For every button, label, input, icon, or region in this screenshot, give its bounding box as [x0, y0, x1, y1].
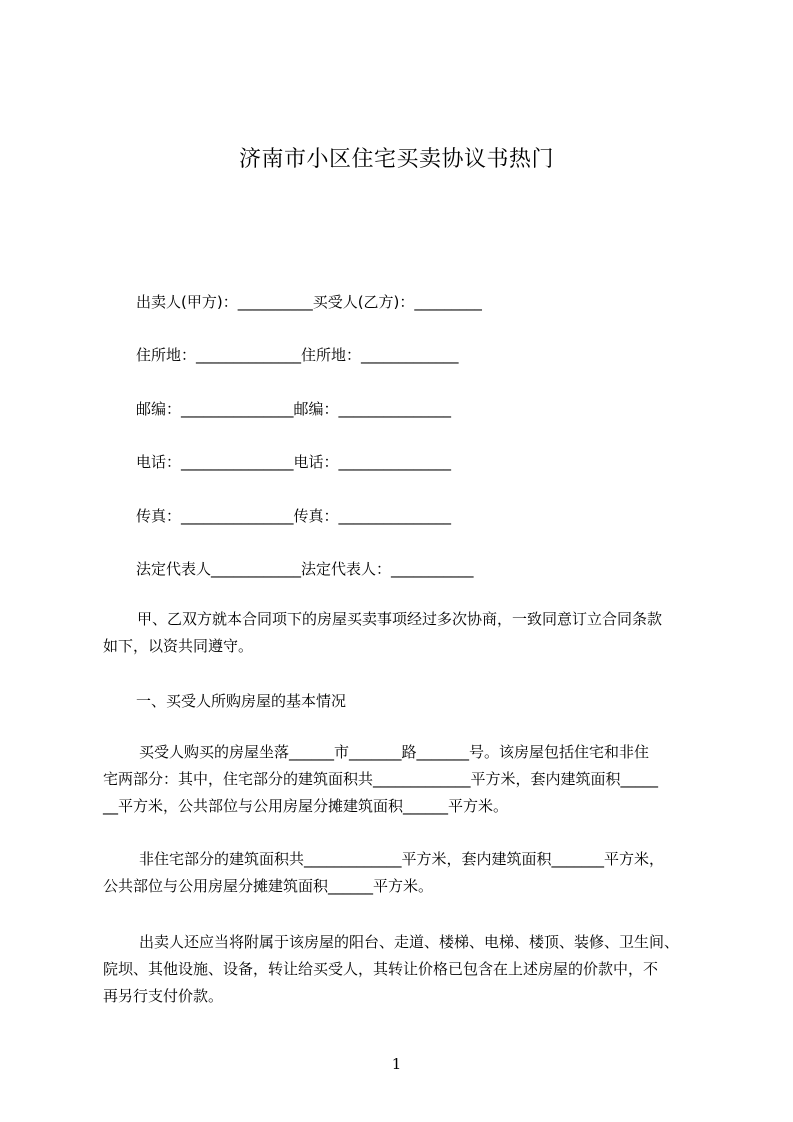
parties-postcode: 邮编：_______________邮编：_______________: [136, 400, 452, 418]
para1-line-3: __平方米，公共部位与公用房屋分摊建筑面积______平方米。: [103, 797, 509, 815]
para3-line-1: 出卖人还应当将附属于该房屋的阳台、走道、楼梯、电梯、楼顶、装修、卫生间、: [139, 933, 680, 951]
para2-line-2: 公共部位与公用房屋分摊建筑面积______平方米。: [103, 877, 434, 895]
document-title: 济南市小区住宅买卖协议书热门: [238, 147, 554, 172]
parties-address: 住所地：______________住所地：_____________: [136, 346, 459, 364]
preamble-paragraph: [103, 606, 703, 660]
paragraph-attachments: [103, 929, 703, 1010]
preamble-line-2: 如下，以资共同遵守。: [103, 637, 254, 655]
para3-line-2: 院坝、其他设施、设备，转让给买受人，其转让价格已包含在上述房屋的价款中，不: [103, 960, 659, 978]
page-number: 1: [391, 1055, 402, 1073]
para1-line-1: 买受人购买的房屋坐落______市_______路_______号。该房屋包括住宅和非住: [139, 743, 650, 761]
parties-phone: 电话：_______________电话：_______________: [136, 453, 452, 471]
para2-line-1: 非住宅部分的建筑面积共_____________平方米，套内建筑面积_______平方米，: [139, 850, 665, 868]
preamble-line-1: 甲、乙双方就本合同项下的房屋买卖事项经过多次协商，一致同意订立合同条款: [137, 610, 663, 628]
parties-legal-rep: 法定代表人____________法定代表人：___________: [136, 560, 474, 578]
parties-seller-buyer: 出卖人(甲方)：__________买受人(乙方)：_________: [136, 293, 482, 311]
para1-line-2: 宅两部分：其中，住宅部分的建筑面积共_____________平方米，套内建筑面积_____: [103, 770, 659, 788]
paragraph-house-location: [103, 739, 703, 820]
section-1-heading: 一、买受人所购房屋的基本情况: [136, 692, 347, 710]
para3-line-3: 再另行支付价款。: [103, 987, 224, 1005]
paragraph-non-residential: [103, 846, 703, 900]
parties-fax: 传真：_______________传真：_______________: [136, 507, 452, 525]
